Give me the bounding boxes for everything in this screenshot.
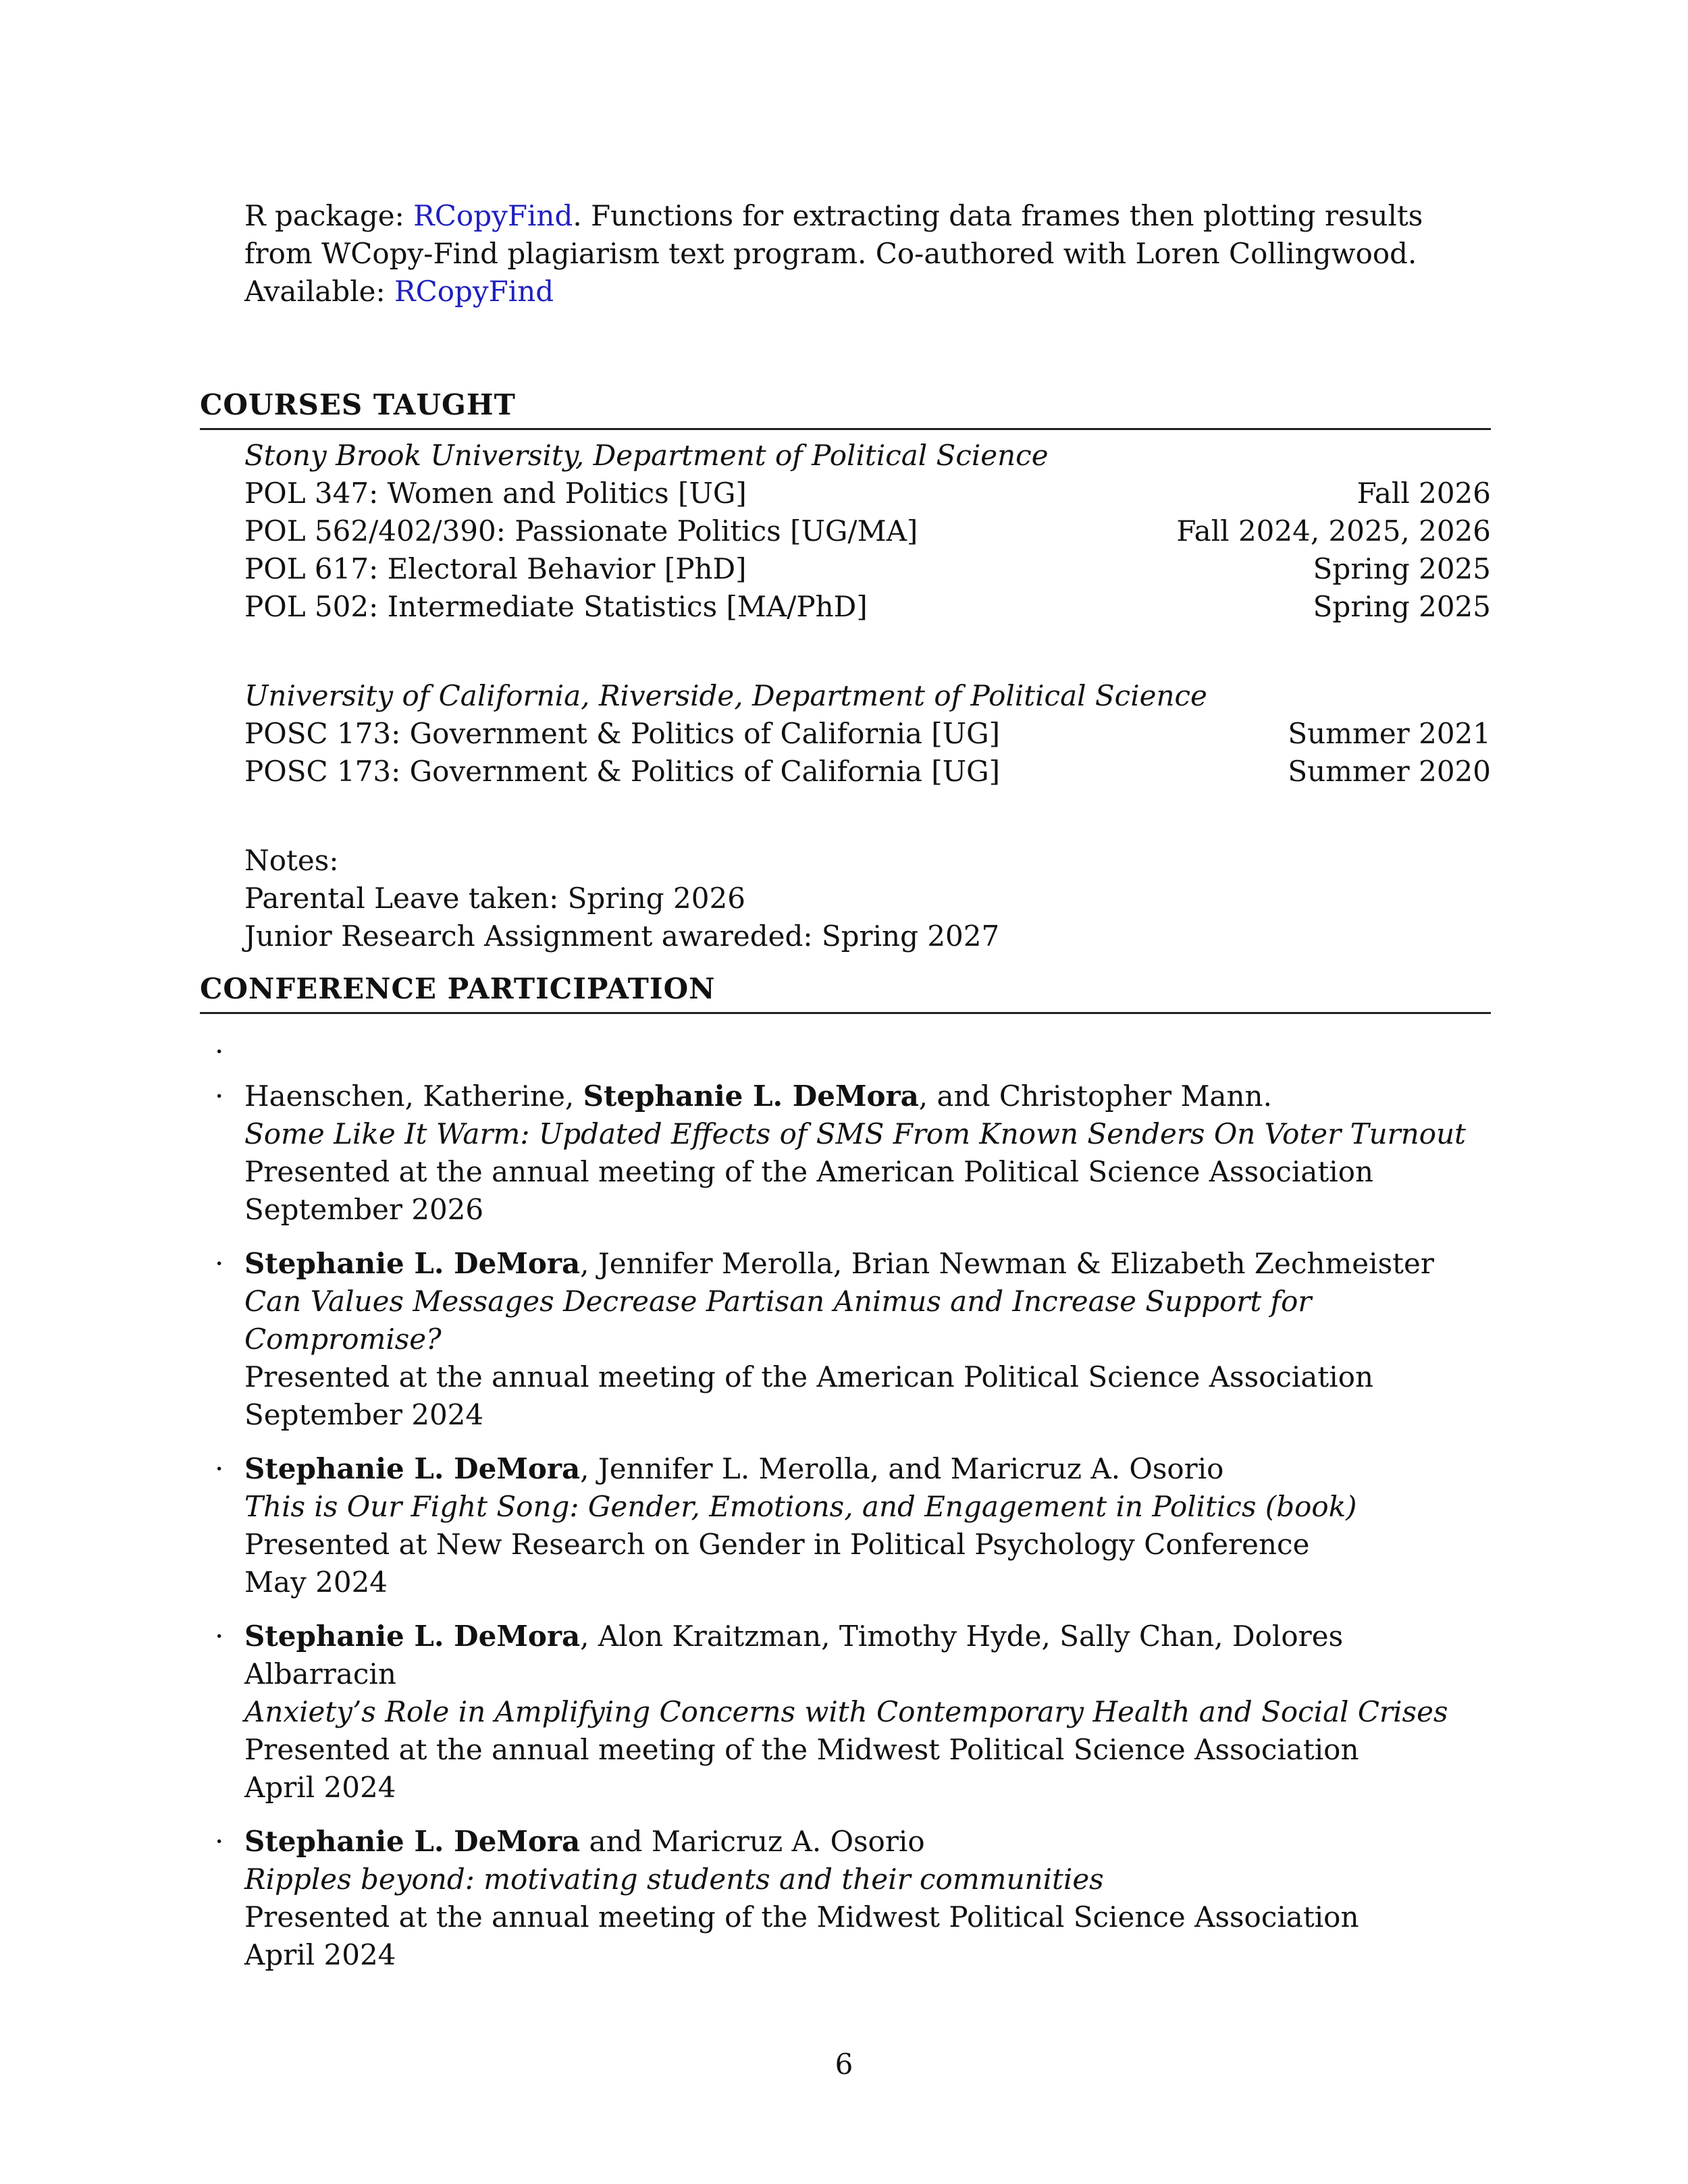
notes-label: Notes: bbox=[244, 844, 339, 877]
author-post: , Alon Kraitzman, Timothy Hyde, Sally Chan, Dolores Albarracin bbox=[244, 1620, 1344, 1690]
conference-paper-title: Some Like It Warm: Updated Effects of SMS From Known Senders On Voter Turnout bbox=[244, 1117, 1466, 1150]
conference-item bbox=[200, 1450, 1491, 1601]
course-term: Spring 2025 bbox=[1313, 590, 1491, 623]
conference-lead-dot: · bbox=[215, 1035, 224, 1068]
conference-authors bbox=[244, 1823, 1491, 1861]
conference-paper-title: Anxiety’s Role in Amplifying Concerns with Contemporary Health and Social Crises bbox=[244, 1695, 1448, 1728]
course-title: POL 617: Electoral Behavior [PhD] bbox=[244, 552, 747, 585]
conference-date: April 2024 bbox=[244, 1771, 396, 1804]
conference-authors bbox=[244, 1618, 1491, 1693]
author-highlight: Stephanie L. DeMora bbox=[244, 1825, 581, 1858]
course-row bbox=[244, 512, 1491, 550]
conference-authors bbox=[244, 1450, 1491, 1488]
course-notes bbox=[200, 842, 1491, 955]
course-title: POL 502: Intermediate Statistics [MA/PhD] bbox=[244, 590, 868, 623]
author-highlight: Stephanie L. DeMora bbox=[583, 1080, 919, 1113]
conference-date: September 2026 bbox=[244, 1193, 484, 1226]
course-term: Spring 2025 bbox=[1313, 552, 1491, 585]
institution-name: University of California, Riverside, Department of Political Science bbox=[244, 679, 1207, 712]
author-post: , Jennifer Merolla, Brian Newman & Elizabeth Zechmeister bbox=[580, 1247, 1434, 1280]
conference-date: September 2024 bbox=[244, 1398, 484, 1431]
course-row bbox=[244, 475, 1491, 512]
rcopyfind-available-link[interactable]: RCopyFind bbox=[394, 275, 554, 308]
author-highlight: Stephanie L. DeMora bbox=[244, 1620, 581, 1653]
course-row bbox=[244, 550, 1491, 588]
course-term: Fall 2024, 2025, 2026 bbox=[1176, 514, 1491, 548]
course-row bbox=[244, 715, 1491, 753]
conference-item bbox=[200, 1245, 1491, 1434]
course-term: Fall 2026 bbox=[1356, 477, 1491, 510]
courses-heading: COURSES TAUGHT bbox=[200, 386, 1491, 430]
course-title: POSC 173: Government & Politics of California [UG] bbox=[244, 755, 1001, 788]
page-number: 6 bbox=[835, 2048, 853, 2081]
author-post: , Jennifer L. Merolla, and Maricruz A. Osorio bbox=[580, 1452, 1224, 1485]
author-highlight: Stephanie L. DeMora bbox=[244, 1247, 581, 1280]
course-term: Summer 2020 bbox=[1288, 755, 1491, 788]
conference-paper-title: This is Our Fight Song: Gender, Emotions, and Engagement in Politics (book) bbox=[244, 1490, 1357, 1523]
note-line: Parental Leave taken: Spring 2026 bbox=[244, 882, 745, 915]
conference-paper-title: Ripples beyond: motivating students and their communities bbox=[244, 1863, 1104, 1896]
course-row bbox=[244, 588, 1491, 626]
author-highlight: Stephanie L. DeMora bbox=[244, 1452, 581, 1485]
bullet-dot: · bbox=[215, 1247, 224, 1280]
conference-authors bbox=[244, 1245, 1491, 1283]
conference-section bbox=[200, 970, 1491, 1974]
conference-venue: Presented at the annual meeting of the Midwest Political Science Association bbox=[244, 1900, 1359, 1934]
author-pre: Haenschen, Katherine, bbox=[244, 1080, 583, 1113]
author-post: and Maricruz A. Osorio bbox=[580, 1825, 925, 1858]
author-post: , and Christopher Mann. bbox=[918, 1080, 1272, 1113]
bullet-dot: · bbox=[215, 1452, 224, 1485]
conference-venue: Presented at the annual meeting of the American Political Science Association bbox=[244, 1155, 1374, 1188]
course-title: POSC 173: Government & Politics of California [UG] bbox=[244, 717, 1001, 750]
course-title: POL 347: Women and Politics [UG] bbox=[244, 477, 747, 510]
rcopyfind-link[interactable]: RCopyFind bbox=[413, 199, 573, 232]
course-title: POL 562/402/390: Passionate Politics [UG/MA] bbox=[244, 514, 918, 548]
conference-venue: Presented at the annual meeting of the American Political Science Association bbox=[244, 1360, 1374, 1393]
conference-item bbox=[200, 1823, 1491, 1974]
r-package-paragraph bbox=[200, 197, 1491, 311]
conference-heading: CONFERENCE PARTICIPATION bbox=[200, 970, 1491, 1014]
note-line: Junior Research Assignment awareded: Spring 2027 bbox=[244, 920, 1000, 953]
course-row bbox=[244, 753, 1491, 791]
conference-authors bbox=[244, 1077, 1491, 1115]
conference-date: May 2024 bbox=[244, 1566, 388, 1599]
conference-date: April 2024 bbox=[244, 1938, 396, 1971]
conference-item bbox=[200, 1077, 1491, 1229]
conference-venue: Presented at the annual meeting of the Midwest Political Science Association bbox=[244, 1733, 1359, 1766]
course-term: Summer 2021 bbox=[1288, 717, 1491, 750]
conference-item bbox=[200, 1618, 1491, 1807]
institution-name: Stony Brook University, Department of Political Science bbox=[244, 439, 1049, 472]
institution-block-uc-riverside bbox=[200, 677, 1491, 791]
conference-venue: Presented at New Research on Gender in Political Psychology Conference bbox=[244, 1528, 1310, 1561]
page-content bbox=[200, 197, 1491, 1974]
r-package-description: . Functions for extracting data frames then plotting results from WCopy-Find plagiarism text program. Co-authored with Loren Collingwood. Available: bbox=[244, 199, 1423, 308]
institution-block-stony-brook bbox=[200, 437, 1491, 626]
courses-section bbox=[200, 386, 1491, 955]
bullet-dot: · bbox=[215, 1825, 224, 1858]
r-package-prefix: R package: bbox=[244, 199, 414, 232]
bullet-dot: · bbox=[215, 1620, 224, 1653]
bullet-dot: · bbox=[215, 1080, 224, 1113]
conference-paper-title: Can Values Messages Decrease Partisan Animus and Increase Support for Compromise? bbox=[244, 1285, 1312, 1356]
